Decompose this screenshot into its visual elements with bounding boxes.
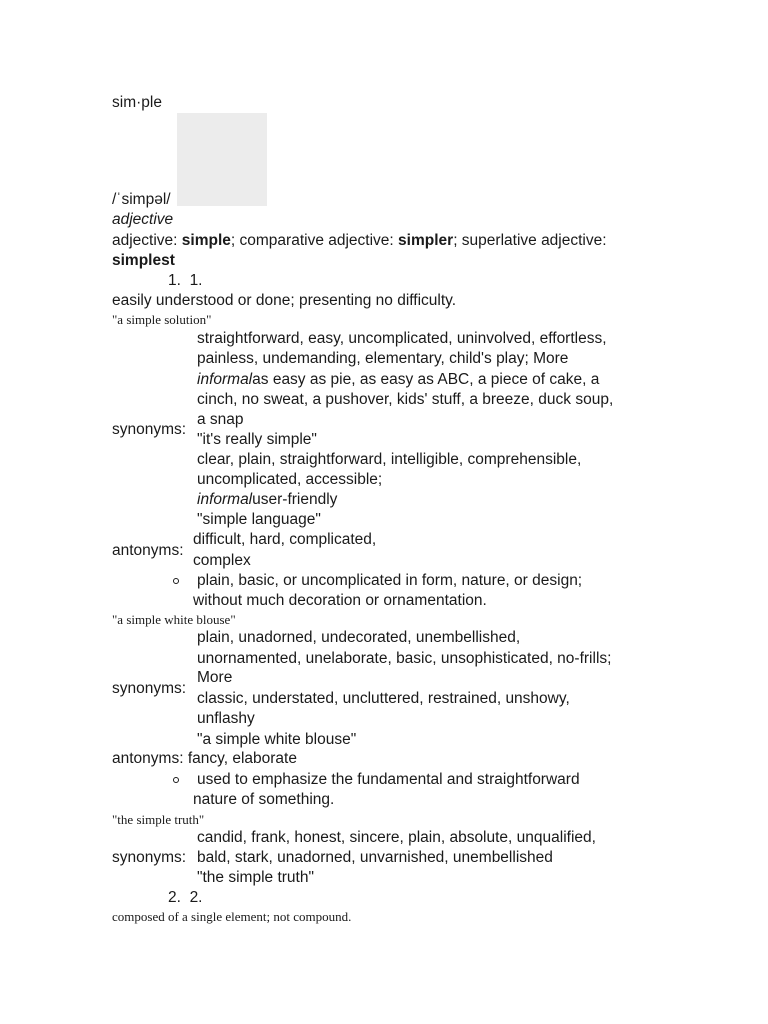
synonym-line: painless, undemanding, elementary, child's play; More: [197, 350, 569, 367]
example-sentence: "a simple solution": [112, 312, 212, 327]
synonym-example: "it's really simple": [197, 431, 317, 448]
synonym-line: informaluser-friendly: [197, 491, 338, 508]
synonym-example: "the simple truth": [197, 869, 314, 886]
synonym-line: clear, plain, straightforward, intelligible, comprehensible,: [197, 451, 582, 468]
synonym-line: straightforward, easy, uncomplicated, uninvolved, effortless,: [197, 330, 607, 347]
sense-definition: easily understood or done; presenting no difficulty.: [112, 292, 457, 309]
headword: sim·ple: [112, 94, 162, 111]
example-sentence: "the simple truth": [112, 812, 205, 827]
synonym-line: informalas easy as pie, as easy as ABC, a piece of cake, a: [197, 371, 600, 388]
bullet-icon: [173, 578, 179, 584]
synonym-example: "a simple white blouse": [197, 731, 357, 748]
pronunciation: /ˈsimpəl/: [112, 191, 171, 208]
superlative-form: simplest: [112, 252, 175, 269]
sense-number: 2. 2.: [168, 889, 203, 906]
antonyms-label: antonyms:: [112, 542, 184, 559]
synonyms-label: synonyms:: [112, 421, 187, 438]
synonym-line: classic, understated, uncluttered, restrained, unshowy,: [197, 690, 570, 707]
subsense-definition: used to emphasize the fundamental and straightforward: [197, 771, 580, 788]
synonym-line: unflashy: [197, 710, 255, 727]
subsense-definition: nature of something.: [193, 791, 335, 808]
antonyms-row: antonyms: fancy, elaborate: [112, 750, 297, 767]
bullet-icon: [173, 777, 179, 783]
synonym-line: candid, frank, honest, sincere, plain, absolute, unqualified,: [197, 829, 596, 846]
image-placeholder: [177, 113, 267, 206]
synonym-line: unornamented, unelaborate, basic, unsophisticated, no-frills;: [197, 650, 612, 667]
part-of-speech: adjective: [112, 211, 174, 228]
word-forms: adjective: simple; comparative adjective: simpler; superlative adjective:: [112, 232, 607, 249]
antonym-line: difficult, hard, complicated,: [193, 531, 377, 548]
synonym-line: bald, stark, unadorned, unvarnished, unembellished: [197, 849, 553, 866]
sense-definition: composed of a single element; not compound.: [112, 909, 352, 924]
synonyms-label: synonyms:: [112, 680, 187, 697]
synonym-line: a snap: [197, 411, 244, 428]
subsense-definition: plain, basic, or uncomplicated in form, nature, or design;: [197, 572, 583, 589]
example-sentence: "a simple white blouse": [112, 612, 236, 627]
synonym-example: "simple language": [197, 511, 321, 528]
antonym-line: complex: [193, 552, 251, 569]
sense-number: 1. 1.: [168, 272, 203, 289]
subsense-definition: without much decoration or ornamentation.: [193, 592, 487, 609]
synonym-line: More: [197, 669, 233, 686]
synonym-line: uncomplicated, accessible;: [197, 471, 383, 488]
synonym-line: cinch, no sweat, a pushover, kids' stuff, a breeze, duck soup,: [197, 391, 614, 408]
synonym-line: plain, unadorned, undecorated, unembellished,: [197, 629, 521, 646]
synonyms-label: synonyms:: [112, 849, 187, 866]
